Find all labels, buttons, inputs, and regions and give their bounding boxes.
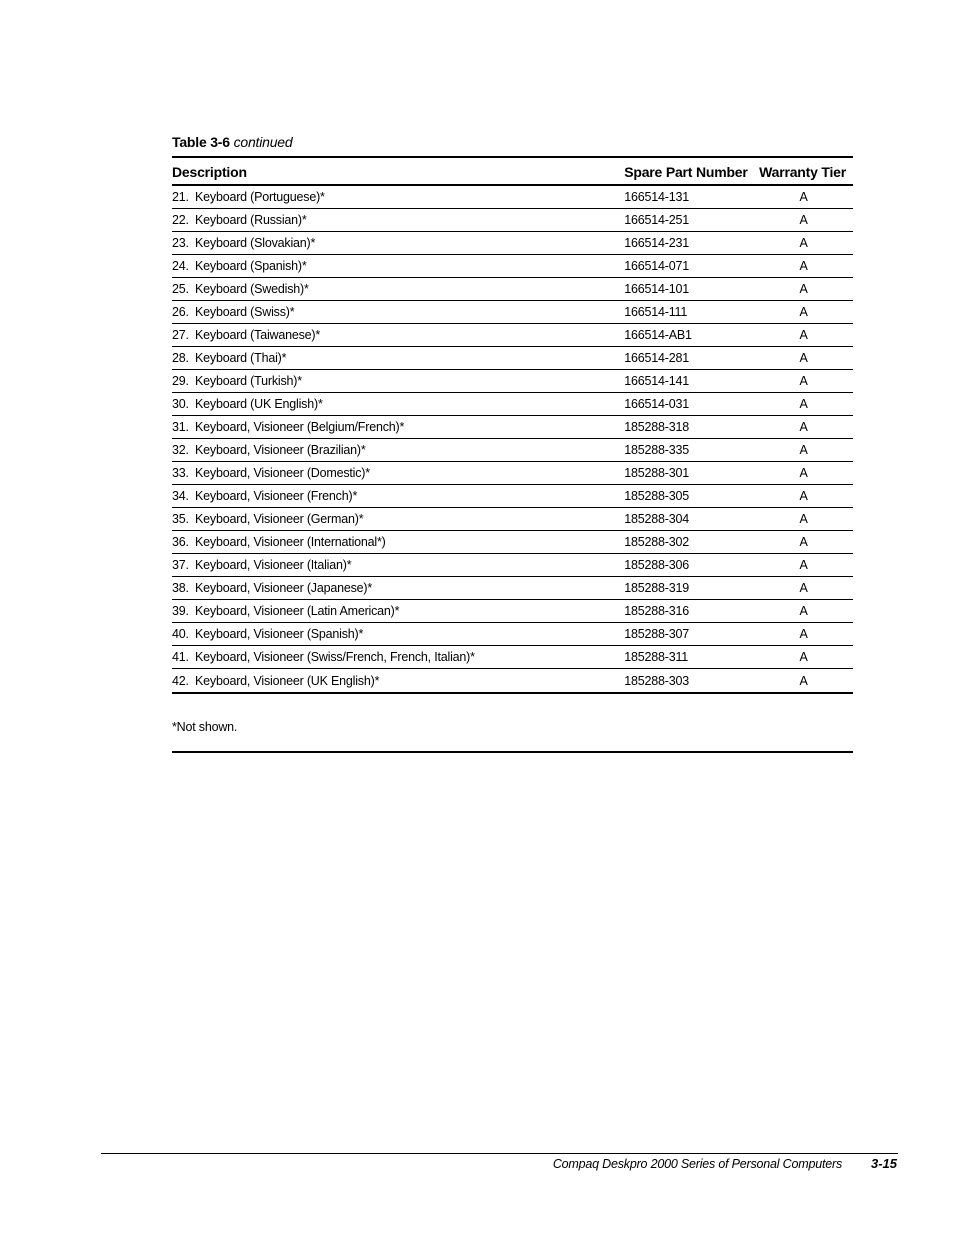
row-item-number: 40. <box>172 627 189 641</box>
row-description: Keyboard, Visioneer (Japanese)* <box>195 581 373 595</box>
row-description-cell <box>172 646 624 669</box>
row-description: Keyboard, Visioneer (Swiss/French, French, Italian)* <box>195 650 475 664</box>
row-description-cell <box>172 439 624 462</box>
row-description-cell <box>172 393 624 416</box>
row-description-cell <box>172 485 624 508</box>
row-item-number: 37. <box>172 558 189 572</box>
table-row <box>172 232 853 255</box>
row-description-cell <box>172 623 624 646</box>
row-warranty-tier: A <box>752 393 853 416</box>
footer-document-title: Compaq Deskpro 2000 Series of Personal Computers <box>552 1157 842 1171</box>
row-spare-part-number: 185288-335 <box>624 439 752 462</box>
row-spare-part-number: 185288-316 <box>624 600 752 623</box>
row-warranty-tier: A <box>752 554 853 577</box>
row-description: Keyboard, Visioneer (Domestic)* <box>195 466 370 480</box>
row-description-cell <box>172 301 624 324</box>
row-spare-part-number: 185288-307 <box>624 623 752 646</box>
table-footnote: *Not shown. <box>172 720 238 734</box>
row-warranty-tier: A <box>752 577 853 600</box>
table-row <box>172 485 853 508</box>
row-warranty-tier: A <box>752 416 853 439</box>
row-spare-part-number: 166514-071 <box>624 255 752 278</box>
row-item-number: 39. <box>172 604 189 618</box>
table-row <box>172 347 853 370</box>
row-description: Keyboard (UK English)* <box>195 397 323 411</box>
row-spare-part-number: 185288-304 <box>624 508 752 531</box>
table-row <box>172 508 853 531</box>
table-row <box>172 577 853 600</box>
row-warranty-tier: A <box>752 646 853 669</box>
row-spare-part-number: 185288-311 <box>624 646 752 669</box>
row-item-number: 21. <box>172 190 189 204</box>
row-description-cell <box>172 347 624 370</box>
row-description: Keyboard, Visioneer (Latin American)* <box>195 604 400 618</box>
row-description: Keyboard, Visioneer (International*) <box>195 535 386 549</box>
row-description-cell <box>172 416 624 439</box>
row-description-cell <box>172 209 624 232</box>
table-header-row <box>172 157 853 185</box>
row-warranty-tier: A <box>752 669 853 694</box>
row-spare-part-number: 185288-305 <box>624 485 752 508</box>
row-description: Keyboard, Visioneer (Brazilian)* <box>195 443 366 457</box>
table-row <box>172 278 853 301</box>
table-row <box>172 462 853 485</box>
row-spare-part-number: 166514-251 <box>624 209 752 232</box>
row-warranty-tier: A <box>752 370 853 393</box>
row-item-number: 26. <box>172 305 189 319</box>
row-description: Keyboard (Portuguese)* <box>195 190 325 204</box>
row-spare-part-number: 185288-303 <box>624 669 752 694</box>
row-description-cell <box>172 669 624 694</box>
row-description: Keyboard, Visioneer (German)* <box>195 512 364 526</box>
row-spare-part-number: 185288-318 <box>624 416 752 439</box>
table-row <box>172 646 853 669</box>
table-caption <box>172 134 292 150</box>
row-description: Keyboard (Swedish)* <box>195 282 309 296</box>
row-description-cell <box>172 255 624 278</box>
row-description: Keyboard, Visioneer (French)* <box>195 489 358 503</box>
table-row <box>172 209 853 232</box>
row-warranty-tier: A <box>752 347 853 370</box>
spare-parts-table <box>172 156 853 694</box>
row-description: Keyboard, Visioneer (Belgium/French)* <box>195 420 405 434</box>
table-row <box>172 439 853 462</box>
row-spare-part-number: 185288-306 <box>624 554 752 577</box>
row-warranty-tier: A <box>752 278 853 301</box>
row-warranty-tier: A <box>752 531 853 554</box>
row-description-cell <box>172 531 624 554</box>
row-spare-part-number: 166514-031 <box>624 393 752 416</box>
row-warranty-tier: A <box>752 185 853 209</box>
header-warranty-tier: Warranty Tier <box>759 164 847 180</box>
row-item-number: 41. <box>172 650 189 664</box>
row-spare-part-number: 166514-131 <box>624 185 752 209</box>
row-item-number: 34. <box>172 489 189 503</box>
row-warranty-tier: A <box>752 508 853 531</box>
row-item-number: 30. <box>172 397 189 411</box>
row-description-cell <box>172 508 624 531</box>
table-row <box>172 185 853 209</box>
table-caption-continued: continued <box>233 134 293 150</box>
row-item-number: 29. <box>172 374 189 388</box>
row-item-number: 38. <box>172 581 189 595</box>
row-warranty-tier: A <box>752 462 853 485</box>
footer-page-number: 3-15 <box>870 1156 897 1171</box>
table-body <box>172 185 853 693</box>
row-item-number: 27. <box>172 328 189 342</box>
table-row <box>172 301 853 324</box>
row-spare-part-number: 166514-281 <box>624 347 752 370</box>
row-spare-part-number: 185288-319 <box>624 577 752 600</box>
row-item-number: 28. <box>172 351 189 365</box>
row-description: Keyboard (Taiwanese)* <box>195 328 321 342</box>
row-description: Keyboard, Visioneer (Spanish)* <box>195 627 364 641</box>
header-description: Description <box>172 164 247 180</box>
row-description-cell <box>172 324 624 347</box>
row-description-cell <box>172 278 624 301</box>
row-warranty-tier: A <box>752 232 853 255</box>
row-item-number: 24. <box>172 259 189 273</box>
row-description: Keyboard (Slovakian)* <box>195 236 316 250</box>
table-caption-label: Table 3-6 <box>172 134 230 150</box>
row-item-number: 23. <box>172 236 189 250</box>
row-spare-part-number: 166514-111 <box>624 301 752 324</box>
row-spare-part-number: 185288-301 <box>624 462 752 485</box>
row-description: Keyboard (Turkish)* <box>195 374 302 388</box>
row-description: Keyboard (Spanish)* <box>195 259 307 273</box>
row-warranty-tier: A <box>752 623 853 646</box>
row-description-cell <box>172 577 624 600</box>
header-spare-part-number: Spare Part Number <box>624 164 748 180</box>
row-description-cell <box>172 185 624 209</box>
row-spare-part-number: 166514-101 <box>624 278 752 301</box>
row-warranty-tier: A <box>752 439 853 462</box>
row-warranty-tier: A <box>752 255 853 278</box>
row-item-number: 33. <box>172 466 189 480</box>
table-row <box>172 370 853 393</box>
table-row <box>172 416 853 439</box>
row-warranty-tier: A <box>752 485 853 508</box>
table-row <box>172 600 853 623</box>
row-spare-part-number: 166514-141 <box>624 370 752 393</box>
row-warranty-tier: A <box>752 209 853 232</box>
row-item-number: 36. <box>172 535 189 549</box>
row-description-cell <box>172 232 624 255</box>
row-item-number: 25. <box>172 282 189 296</box>
row-warranty-tier: A <box>752 324 853 347</box>
table-row <box>172 669 853 694</box>
table-end-rule <box>172 751 853 753</box>
table-row <box>172 255 853 278</box>
row-description-cell <box>172 554 624 577</box>
row-warranty-tier: A <box>752 600 853 623</box>
row-item-number: 31. <box>172 420 189 434</box>
row-warranty-tier: A <box>752 301 853 324</box>
row-description: Keyboard, Visioneer (UK English)* <box>195 673 380 688</box>
row-item-number: 35. <box>172 512 189 526</box>
footer-rule <box>101 1153 898 1154</box>
row-item-number: 22. <box>172 213 189 227</box>
row-spare-part-number: 166514-231 <box>624 232 752 255</box>
row-description-cell <box>172 600 624 623</box>
row-item-number: 32. <box>172 443 189 457</box>
table-row <box>172 623 853 646</box>
table-row <box>172 324 853 347</box>
row-description: Keyboard (Thai)* <box>195 351 287 365</box>
row-spare-part-number: 185288-302 <box>624 531 752 554</box>
table-row <box>172 393 853 416</box>
table-row <box>172 531 853 554</box>
row-description: Keyboard, Visioneer (Italian)* <box>195 558 352 572</box>
table-row <box>172 554 853 577</box>
row-description: Keyboard (Russian)* <box>195 213 307 227</box>
row-item-number: 42. <box>172 673 189 688</box>
row-description: Keyboard (Swiss)* <box>195 305 295 319</box>
row-description-cell <box>172 462 624 485</box>
row-description-cell <box>172 370 624 393</box>
row-spare-part-number: 166514-AB1 <box>624 324 752 347</box>
